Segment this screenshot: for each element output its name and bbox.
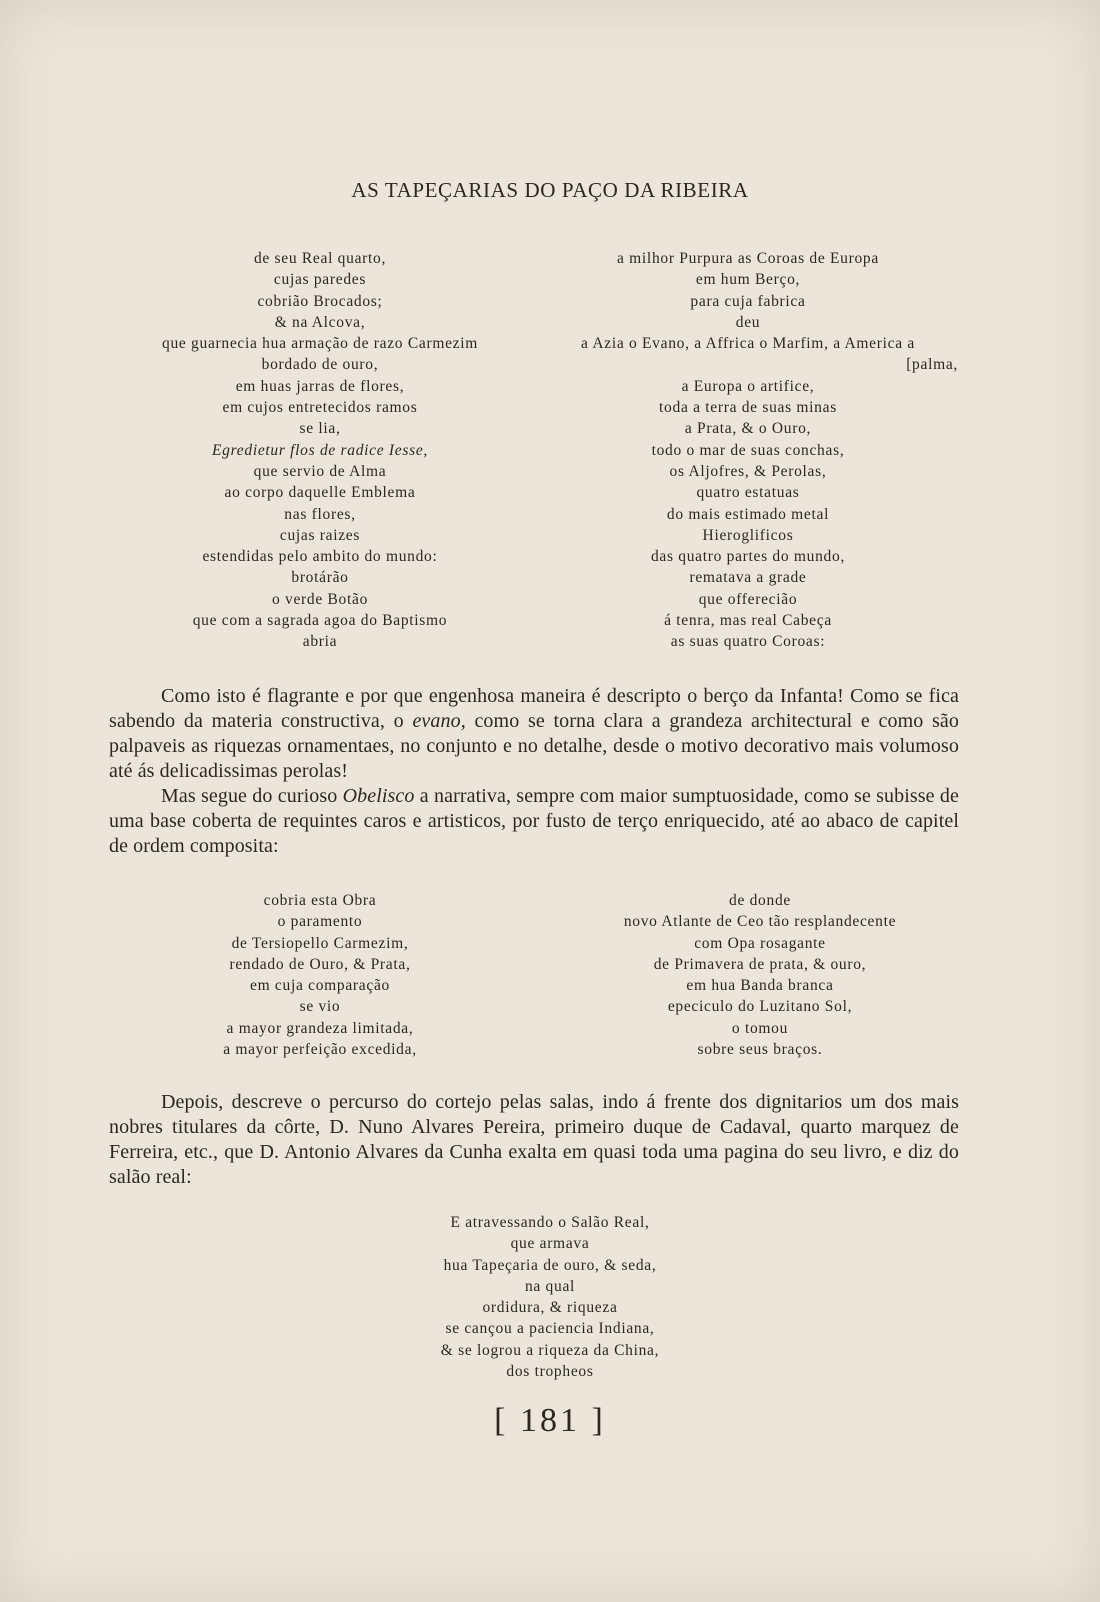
verse-line: de Tersiopello Carmezim, [231,934,409,952]
verse-line: de Primavera de prata, & ouro, [653,955,867,973]
prose-text: Como isto é flagrante e por que engenhosa maneira é descripto o berço da Infanta! Como se fica sabendo da materia constructiva, o [109,685,959,732]
verse-line: as suas quatro Coroas: [670,633,826,651]
verse-line: epeciculo do Luzitano Sol, [667,998,853,1016]
verse-line: os Aljofres, & Perolas, [669,462,827,480]
verse-line: todo o mar de suas conchas, [651,441,845,459]
verse-line: sobre seus braços. [697,1041,823,1059]
verse-line: em hum Berço, [695,271,801,289]
verse-line: para cuja fabrica [690,292,806,310]
verse-line: o tomou [731,1019,789,1037]
prose-paragraph [109,684,959,784]
verse-line: do mais estimado metal [666,505,830,523]
verse-line: a Europa o artifice, [681,377,815,395]
verse-line: o paramento [277,913,363,931]
verse-line: em hua Banda branca [686,977,834,995]
verse-line: que servio de Alma [253,462,387,480]
prose-paragraph: Depois, descreve o percurso do cortejo pelas salas, indo á frente dos dignitarios um dos mais nobres titulares da côrte, D. Nuno Alvares Pereira, primeiro duque de Cadaval, quarto marquez de Ferreira, etc., que D. Antonio Alvares da Cunha exalta em quasi toda uma pagina do seu livro, e diz do salão real: [109,1091,959,1188]
verse-line: rendado de Ouro, & Prata, [229,955,411,973]
prose-italic: Obelisco [342,785,415,807]
verse-line: com Opa rosagante [694,934,826,952]
prose-text: como se torna clara a grandeza architectural e como são palpaveis as riquezas ornamentaes, no conjunto e no detalhe, desde o motivo decorativo mais volumoso até ás delicadissimas perolas! [109,710,959,782]
verse-line: novo Atlante de Ceo tão resplandecente [623,913,897,931]
verse-line: que guarnecia hua armação de razo Carmezim [162,335,478,353]
verse-line: que armava [510,1235,590,1253]
verse-line: em huas jarras de flores, [235,377,405,395]
prose-paragraph [109,784,959,859]
verse-block-2-left [170,890,470,1060]
verse-block-2-right [590,890,930,1060]
prose-block-1 [109,684,959,859]
verse-line: nas flores, [284,505,356,523]
verse-line: toda a terra de suas minas [659,399,837,417]
verse-line: na qual [524,1277,576,1295]
verse-line-turnover: [palma, [906,356,958,374]
verse-line: ordidura, & riqueza [482,1299,618,1317]
verse-line: rematava a grade [689,569,807,587]
verse-line-latin-quote: Egredietur flos de radice Iesse, [212,441,428,459]
verse-line: á tenra, mas real Cabeça [664,612,832,630]
verse-line: cobria esta Obra [263,892,377,909]
verse-line: deu [735,313,761,331]
prose-text: a narrativa, sempre com maior sumptuosidade, como se subisse de uma base coberta de requintes caros e artisticos, por fusto de terço enriquecido, até ao abaco de capitel de ordem composita: [109,785,959,857]
verse-line: & na Alcova, [274,313,366,331]
verse-line: cujas raizes [279,526,361,544]
verse-line: brotárão [291,569,349,587]
verse-block-1-left [100,248,540,653]
verse-line: a milhor Purpura as Coroas de Europa [617,250,879,267]
verse-line: a mayor perfeição excedida, [223,1041,417,1059]
verse-line: bordado de ouro, [261,356,379,374]
running-head: AS TAPEÇARIAS DO PAÇO DA RIBEIRA [351,178,749,202]
verse-line: em cuja comparação [250,977,390,995]
verse-line: que com a sagrada agoa do Baptismo [192,612,448,630]
verse-line: de donde [729,892,791,909]
verse-line: se vio [299,998,341,1016]
verse-block-3 [350,1212,750,1382]
verse-line: se lia, [299,420,341,438]
prose-italic: evano, [412,710,466,732]
verse-line: o verde Botão [271,590,369,608]
prose-block-2 [109,1090,959,1190]
verse-line: se cançou a paciencia Indiana, [445,1320,655,1338]
verse-line: a mayor grandeza limitada, [226,1019,414,1037]
verse-line: & se logrou a riqueza da China, [440,1341,660,1359]
verse-line: das quatro partes do mundo, [650,548,846,566]
verse-line: cujas paredes [273,271,367,289]
verse-line: hua Tapeçaria de ouro, & seda, [443,1256,657,1274]
page-number: [ 181 ] [494,1402,606,1439]
verse-line: E atravessando o Salão Real, [450,1214,650,1231]
prose-text: Mas segue do curioso [161,785,343,807]
verse-line: abria [302,633,338,651]
verse-line: a Azia o Evano, a Affrica o Marfim, a America a [581,335,915,353]
verse-line: ao corpo daquelle Emblema [224,484,416,502]
verse-line: a Prata, & o Ouro, [684,420,812,438]
verse-line: estendidas pelo ambito do mundo: [202,548,438,566]
verse-line: de seu Real quarto, [253,250,387,267]
verse-line: dos tropheos [506,1363,594,1381]
verse-line: em cujos entretecidos ramos [222,399,418,417]
verse-line: quatro estatuas [696,484,800,502]
verse-line: Hieroglificos [702,526,794,544]
verse-line: cobrião Brocados; [257,292,383,310]
verse-line: que offerecião [698,590,798,608]
verse-block-1-right [538,248,958,653]
